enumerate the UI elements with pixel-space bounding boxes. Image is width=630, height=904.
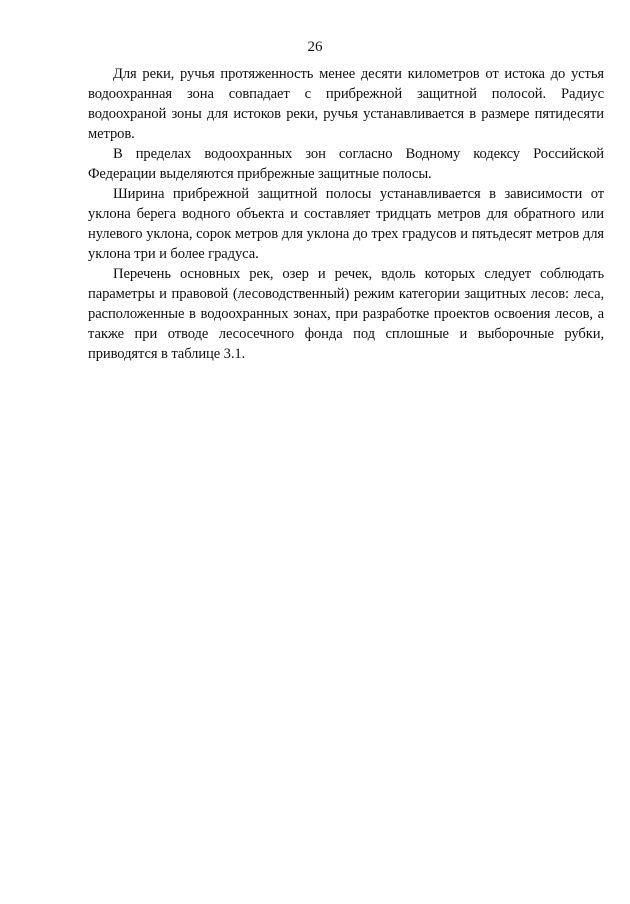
paragraph-coastal-strips: В пределах водоохранных зон согласно Водному кодексу Российской Федерации выделяются прибрежные защитные полосы.: [88, 146, 604, 182]
page-number: 26: [307, 39, 323, 55]
paragraph-water-protection-zone: Для реки, ручья протяженность менее десяти километров от истока до устья водоохранная зона совпадает с прибрежной защитной полосой. Радиус водоохраной зоны для истоков реки, ручья устанавливается в размере пятидесяти метров.: [88, 66, 604, 142]
paragraph-strip-width: Ширина прибрежной защитной полосы устанавливается в зависимости от уклона берега водного объекта и составляет тридцать метров для обратного или нулевого уклона, сорок метров для уклона до трех градусов и пятьдесят метров для уклона три и более градуса.: [88, 186, 604, 262]
paragraph-rivers-list: Перечень основных рек, озер и речек, вдоль которых следует соблюдать параметры и правовой (лесоводственный) режим категории защитных лесов: леса, расположенные в водоохранных зонах, при разработке проектов освоения лесов, а также при отводе лесосечного фонда под сплошные и выборочные рубки, приводятся в таблице 3.1.: [88, 266, 604, 362]
body-text: [88, 64, 604, 364]
